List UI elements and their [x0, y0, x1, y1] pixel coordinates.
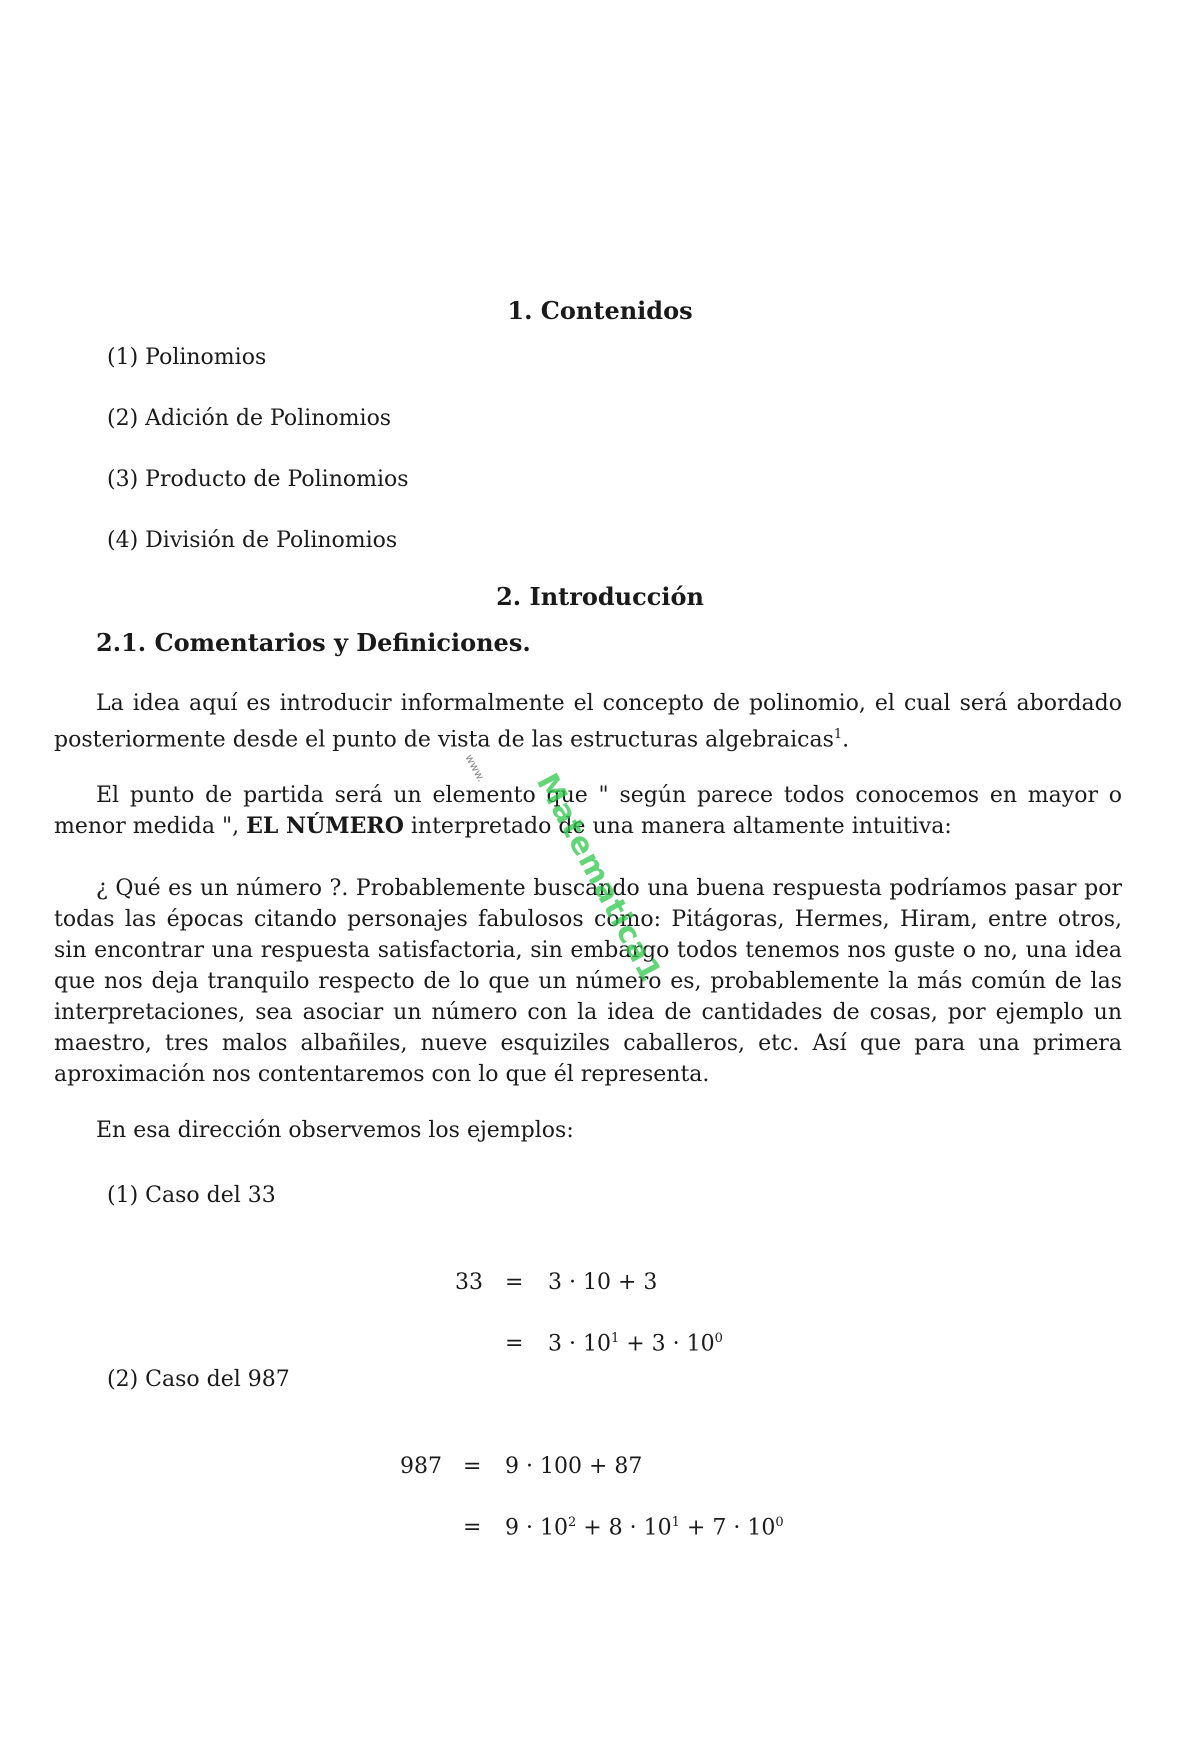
paragraph-1-text: La idea aquí es introducir informalmente el concepto de polinomio, el cual será abordado posteriormente desde el punto de vista de las estructuras algebraicas: [54, 691, 1122, 753]
paragraph-3: [54, 873, 1122, 1090]
equation-1-rhs-2: $3 \cdot 10^1 + 3 \cdot 10^0$: [548, 1331, 723, 1357]
contents-item-3: (3) Producto de Polinomios: [107, 467, 409, 492]
equation-2-rel-1: =: [463, 1454, 482, 1479]
example-case-33: (1) Caso del 33: [107, 1183, 276, 1208]
equation-1-rel-2: =: [505, 1331, 524, 1356]
equation-2-rel-2: =: [463, 1515, 482, 1540]
equation-1-lhs: 33: [455, 1270, 483, 1295]
contents-item-1: (1) Polinomios: [107, 345, 267, 370]
paragraph-1: [54, 688, 1122, 755]
example-case-987: (2) Caso del 987: [107, 1367, 290, 1392]
paragraph-1-end: .: [842, 727, 850, 753]
equation-2-rhs-1: 9 · 100 + 87: [505, 1454, 643, 1479]
paragraph-2-bold: EL NÚMERO: [246, 813, 404, 839]
contents-item-2: (2) Adición de Polinomios: [107, 406, 392, 431]
paragraph-3-text: ¿ Qué es un número ?. Probablemente buscando una buena respuesta podríamos pasar por todas las épocas citando personajes fabulosos como: Pitágoras, Hermes, Hiram, entre otros, sin encontrar una respuesta satisfactoria, sin embargo todos tenemos nos guste o no, una idea que nos deja tranquilo respecto de lo que un número es, probablemente la más común de las interpretaciones, sea asociar un número con la idea de cantidades de cosas, por ejemplo un maestro, tres malos albañiles, nueve esquiziles caballeros, etc. Así que para una primera aproximación nos contentaremos con lo que él representa.: [54, 876, 1122, 1087]
equation-1-rel-1: =: [505, 1270, 524, 1295]
section-title-introduccion: 2. Introducción: [496, 582, 704, 611]
equation-1-rhs-1: 3 · 10 + 3: [548, 1270, 658, 1295]
equation-2-rhs-2: $9 \cdot 10^2 + 8 \cdot 10^1 + 7 \cdot 10^0$: [505, 1515, 784, 1541]
footnote-mark: 1: [833, 727, 843, 742]
contents-item-4: (4) División de Polinomios: [107, 528, 398, 553]
paragraph-2-text: El punto de partida será un elemento que " según parece todos conocemos en mayor o menor medida ",: [54, 783, 1122, 839]
paragraph-4: [54, 1115, 1122, 1146]
subsection-title: 2.1. Comentarios y Definiciones.: [96, 628, 531, 657]
paragraph-4-text: En esa dirección observemos los ejemplos:: [96, 1118, 574, 1143]
equation-2-lhs: 987: [400, 1454, 442, 1479]
paragraph-2-end: interpretado de una manera altamente intuitiva:: [403, 814, 952, 839]
watermark-logo: Matematica1: [529, 768, 669, 989]
section-title-contenidos: 1. Contenidos: [507, 296, 693, 325]
watermark-prefix: www.: [462, 752, 488, 785]
